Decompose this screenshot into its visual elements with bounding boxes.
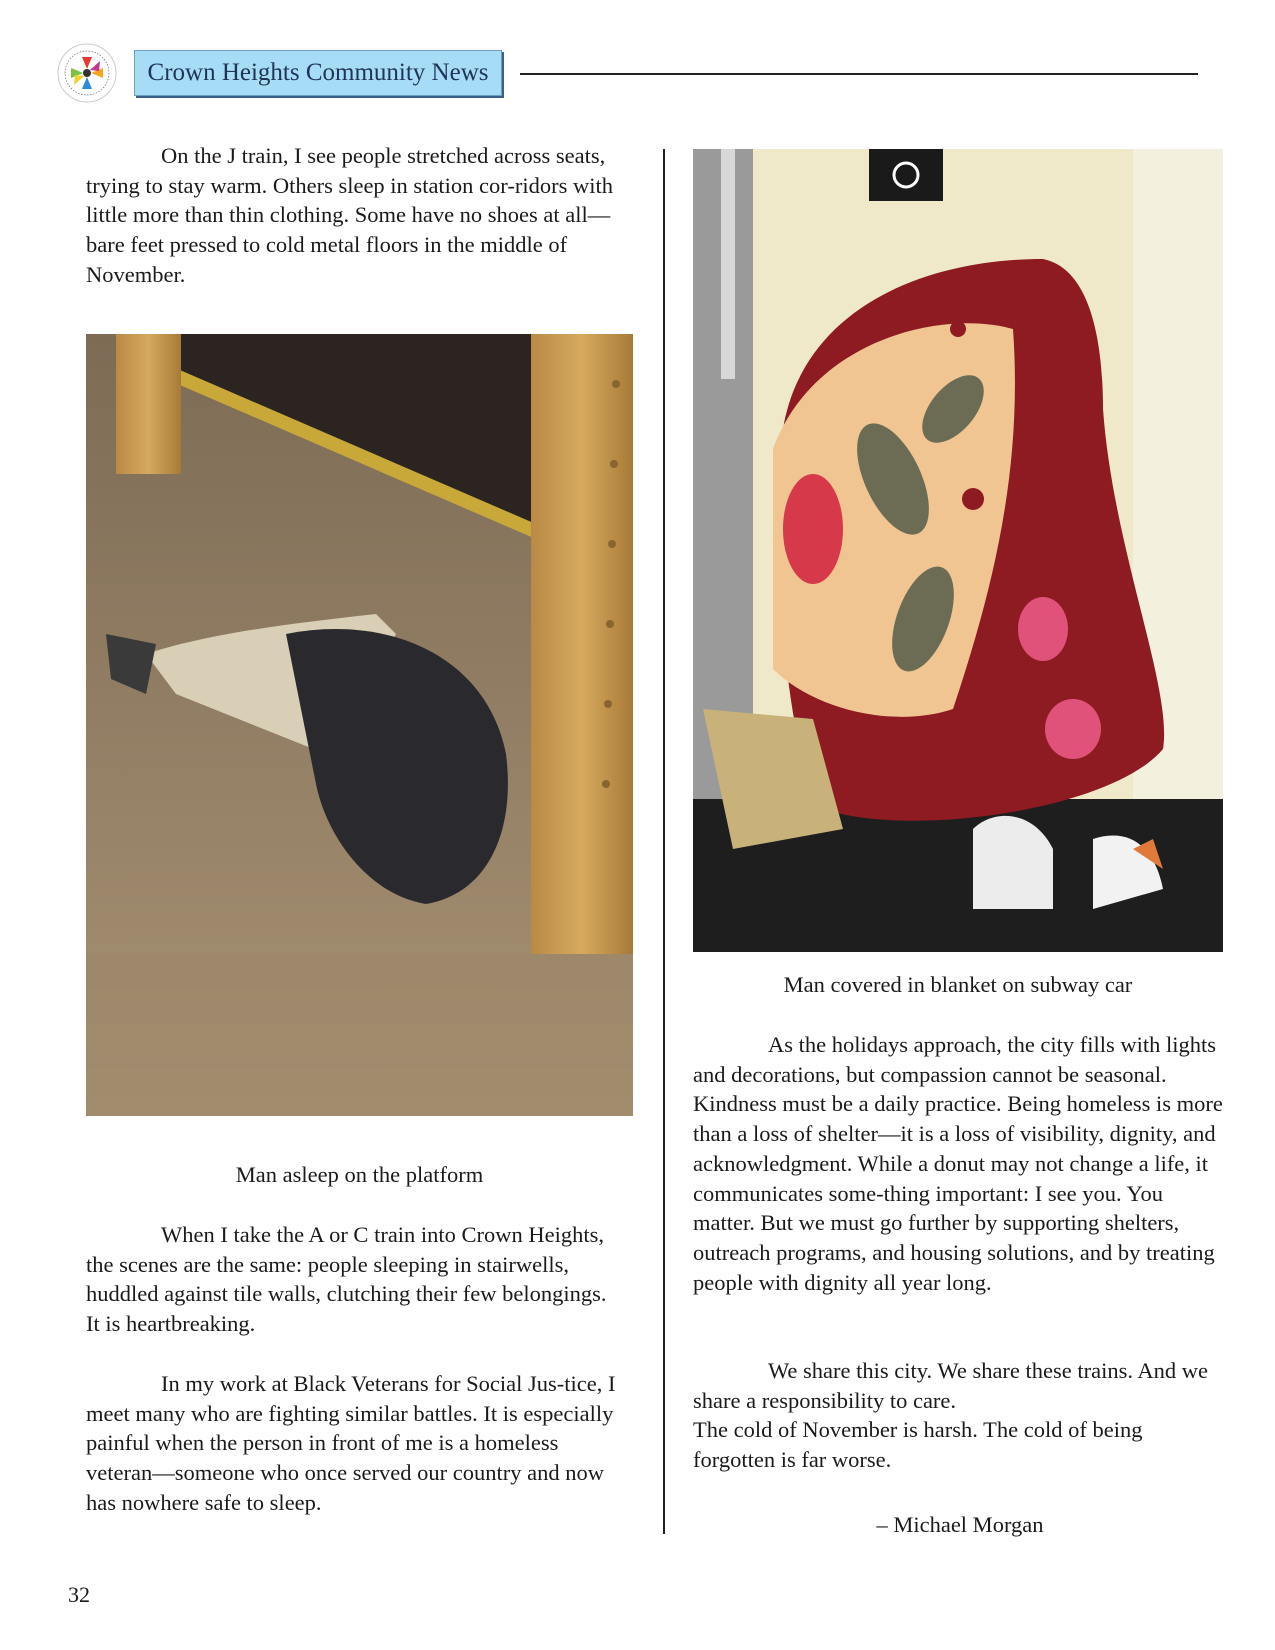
column-divider [663, 149, 665, 1534]
author-signature: – Michael Morgan [876, 1512, 1044, 1537]
platform-photo [86, 334, 633, 1116]
subway-car-photo-caption: Man covered in blanket on subway car [783, 972, 1133, 997]
organization-logo [56, 42, 118, 104]
platform-photo-caption: Man asleep on the platform [235, 1162, 484, 1187]
veterans-paragraph: In my work at Black Veterans for Social Jus-tice, I meet many who are fighting similar battles. It is especially painful when the person in front of me is a homeless veteran—someone who once served our country and now has nowhere safe to sleep. [86, 1371, 616, 1515]
intro-paragraph: On the J train, I see people stretched across seats, trying to stay warm. Others sleep in station cor-ridors with little more than thin clothing. Some have no shoes at all—bare feet pressed to cold metal floors in the middle of November. [86, 143, 613, 287]
header-rule [520, 73, 1198, 75]
masthead-title: Crown Heights Community News [134, 50, 502, 96]
share-city-paragraph: We share this city. We share these trains. And we share a responsibility to care. [693, 1358, 1209, 1413]
holidays-paragraph: As the holidays approach, the city fills with lights and decorations, but compassion cannot be seasonal. Kindness must be a daily practice. Being homeless is more than a loss of shelter—it is a loss of visibility, dignity, and acknowledgment. While a donut may not change a life, it communicates some-thing important: I see you. You matter. But we must go further by supporting shelters, outreach programs, and housing solutions, and by treating people with dignity all year long. [693, 1032, 1223, 1295]
subway-car-photo [693, 149, 1223, 952]
page-number: 32 [68, 1582, 90, 1607]
crown-heights-paragraph: When I take the A or C train into Crown Heights, the scenes are the same: people sleeping in stairwells, huddled against tile walls, clutching their few belongings. It is heartbreaking. [86, 1222, 607, 1337]
cold-november-paragraph: The cold of November is harsh. The cold of being forgotten is far worse. [693, 1417, 1143, 1472]
